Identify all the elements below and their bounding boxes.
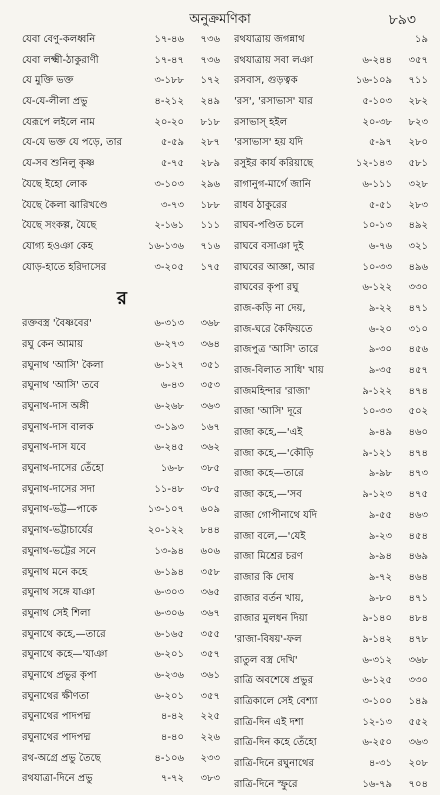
entry-text: রাঘবে বসাঞা দুই bbox=[234, 240, 304, 252]
index-entry bbox=[234, 361, 430, 382]
entry-text: রাধব ঠাকুরের bbox=[234, 199, 288, 211]
index-entry bbox=[234, 175, 430, 196]
entry-reference: ৬-১৬৫ bbox=[154, 628, 184, 640]
entry-reference: ৫-৯৭ bbox=[368, 137, 392, 149]
entry-reference: ৯-৫৫ bbox=[368, 509, 392, 521]
entry-reference: ২-১৬১ bbox=[154, 220, 184, 232]
entry-reference: ৩-১৯৩ bbox=[154, 421, 184, 433]
index-entry bbox=[22, 237, 222, 258]
index-entry bbox=[234, 51, 430, 72]
index-entry bbox=[22, 749, 222, 770]
entry-page: ৭১৬ bbox=[200, 240, 220, 252]
entry-page: ২৩৩ bbox=[200, 752, 220, 764]
entry-page: ১৭৫ bbox=[200, 261, 220, 273]
index-entry bbox=[234, 609, 430, 630]
entry-reference: ১৭-৪৭ bbox=[154, 54, 184, 66]
entry-reference: ৬-২০১ bbox=[154, 649, 184, 661]
entry-text: যোগ্য হওঞা কেহ bbox=[22, 240, 93, 252]
entry-reference: ৫-৫৯ bbox=[160, 137, 184, 149]
entry-reference: ১৬-৮ bbox=[160, 463, 184, 475]
index-entry bbox=[234, 320, 430, 341]
entry-reference: ৬-২০১ bbox=[154, 690, 184, 702]
index-entry bbox=[22, 113, 222, 134]
entry-reference: ২০-১২২ bbox=[147, 525, 184, 537]
entry-page: ৪৭৮ bbox=[408, 633, 428, 645]
index-entry bbox=[234, 630, 430, 651]
index-entry bbox=[22, 583, 222, 604]
entry-reference: ৯-১৪০ bbox=[362, 613, 392, 625]
entry-text: রাগানুগ-মার্গে জানি bbox=[234, 178, 311, 190]
entry-text: রঘুনাথ-ভট্টের সনে bbox=[22, 545, 96, 557]
entry-page: ৪৬৪ bbox=[408, 571, 428, 583]
index-entry bbox=[234, 402, 430, 423]
index-entry bbox=[22, 563, 222, 584]
entry-page: ৩৬৩ bbox=[408, 737, 428, 749]
entry-text: রাজা কহে,—'কৌড়ি bbox=[234, 447, 314, 459]
entry-page: ২৪৯ bbox=[200, 96, 220, 108]
index-entry bbox=[22, 707, 222, 728]
index-entry bbox=[22, 30, 222, 51]
entry-text: রঘুনাথ 'আসি' তবে bbox=[22, 380, 100, 392]
entry-page: ৪৫৭ bbox=[408, 365, 428, 376]
entry-reference: ৬-৭৬ bbox=[368, 240, 392, 252]
entry-reference: ৩-১৮৮ bbox=[154, 75, 184, 87]
entry-page: ৩৮৩ bbox=[200, 773, 220, 785]
index-entry bbox=[22, 604, 222, 625]
entry-page: ১৪৯ bbox=[408, 696, 428, 707]
index-entry bbox=[234, 444, 430, 465]
entry-reference: ৯-১২১ bbox=[362, 447, 392, 459]
entry-text: 'রস', 'রসাভাস' যার bbox=[234, 96, 313, 108]
entry-text: রঘুনাথের পাদপদ্ম bbox=[22, 732, 91, 743]
entry-text: রাজপুত্র 'আসি' তারে bbox=[234, 344, 319, 356]
index-entry bbox=[234, 733, 430, 754]
index-entry bbox=[22, 376, 222, 397]
entry-reference: ৬-২৬৮ bbox=[154, 401, 184, 412]
entry-text: রঘুনাথ-দাসের তেঁহো bbox=[22, 463, 104, 475]
entry-reference: ৬-৪৩ bbox=[160, 380, 184, 392]
entry-text: রাজা গোপীনাথে যদি bbox=[234, 509, 318, 521]
entry-text: রক্তবস্ত্র 'বৈষ্ণবের' bbox=[22, 318, 92, 330]
entry-page: ৭৩৬ bbox=[200, 34, 220, 45]
entry-text: রঘুনাথ-ভট্টাচার্যের bbox=[22, 525, 93, 537]
entry-text: রঘুনাথ সেই শিলা bbox=[22, 607, 91, 619]
index-entry bbox=[22, 196, 222, 217]
entry-page: ৩২৮ bbox=[408, 178, 428, 190]
index-entry bbox=[22, 625, 222, 646]
entry-reference: ৬-১২২ bbox=[362, 282, 392, 294]
index-entry bbox=[234, 133, 430, 154]
index-entry bbox=[22, 71, 222, 92]
index-entry bbox=[234, 506, 430, 527]
entry-reference: ৩-১০০ bbox=[362, 696, 392, 707]
entry-page: ২০৮ bbox=[408, 758, 428, 770]
entry-reference: ৩-২০৫ bbox=[154, 261, 184, 273]
entry-text: রাত্রি অবশেষে প্রভুর bbox=[234, 675, 314, 687]
entry-reference: ৫-৫১ bbox=[368, 199, 392, 211]
entry-reference: ৫-১০৩ bbox=[362, 96, 392, 108]
index-entry bbox=[22, 645, 222, 666]
entry-text: রাজা কহে,—'এই bbox=[234, 427, 303, 439]
entry-reference: ৬-১২৭ bbox=[154, 359, 184, 371]
entry-text: রাতুল বস্ত্র দেখি' bbox=[234, 654, 298, 666]
entry-text: রাজা বলে,—'যেই bbox=[234, 530, 306, 542]
entry-text: রসাভাস্ হইল bbox=[234, 116, 288, 128]
index-entry bbox=[234, 216, 430, 237]
index-entry bbox=[234, 154, 430, 175]
entry-page: ৪৮৪ bbox=[408, 613, 428, 625]
entry-page: ৪৬৯ bbox=[408, 551, 428, 563]
entry-page: ৮১৮ bbox=[200, 116, 220, 128]
entry-page: ৬০৬ bbox=[200, 545, 220, 557]
entry-reference: ৪-৪০ bbox=[160, 732, 184, 743]
entry-text: যেবা বেণু-কলধ্বনি bbox=[22, 34, 96, 45]
entry-text: রঘুনাথ-দাসের সদা bbox=[22, 483, 95, 495]
entry-text: রঘুনাথে প্রভুর কৃপা bbox=[22, 669, 97, 681]
entry-reference: ১১-৪৮ bbox=[154, 483, 184, 495]
index-entry bbox=[234, 547, 430, 568]
entry-text: রাজমহিন্দার 'রাজা' bbox=[234, 385, 311, 397]
entry-page: ২২৫ bbox=[200, 711, 220, 723]
page-title: অনুক্রমণিকা bbox=[189, 12, 251, 27]
entry-text: রাঘবের আজ্ঞা, আর bbox=[234, 261, 315, 273]
entry-page: ১৭২ bbox=[200, 75, 220, 87]
entry-page: ২৮৯ bbox=[200, 158, 220, 170]
entry-reference: ৬-২৫০ bbox=[362, 737, 392, 749]
entry-reference: ৬-২৭৩ bbox=[154, 338, 184, 350]
index-entry bbox=[22, 769, 222, 790]
entry-page: ৩৬৮ bbox=[200, 318, 220, 330]
entry-page: ৪৬৩ bbox=[408, 509, 428, 521]
entry-page: ৭০৪ bbox=[408, 778, 428, 790]
entry-page: ৪৫৬ bbox=[408, 344, 428, 356]
entry-text: রথ-অগ্রে প্রভু তৈছে bbox=[22, 752, 101, 764]
entry-text: যৈছে সংকল্প, যৈছে bbox=[22, 220, 97, 232]
entry-page: ৪৭১ bbox=[408, 592, 428, 604]
index-entry bbox=[234, 423, 430, 444]
index-entry bbox=[234, 527, 430, 548]
index-entry bbox=[234, 196, 430, 217]
entry-text: রসবাস, গুড়ত্বক bbox=[234, 75, 298, 87]
entry-page: ৩৬৫ bbox=[200, 587, 220, 599]
entry-reference: ৬-১১১ bbox=[362, 178, 392, 190]
entry-page: ৪৭১ bbox=[408, 302, 428, 314]
entry-reference: ৪-১০৬ bbox=[154, 752, 184, 764]
entry-text: রথযাত্রা-দিনে প্রভু bbox=[22, 773, 93, 785]
entry-reference: ১৬-৭৯ bbox=[362, 778, 392, 790]
index-entry bbox=[22, 542, 222, 563]
index-entry bbox=[22, 397, 222, 418]
entry-reference: ৫-৭৫ bbox=[160, 158, 184, 170]
entry-text: রঘুনাথ-দাস যবে bbox=[22, 442, 86, 454]
entry-reference: ১৩-৯৪ bbox=[154, 545, 184, 557]
index-list-bottom bbox=[22, 314, 222, 790]
entry-reference: ৯-১২৩ bbox=[362, 489, 392, 501]
entry-page: ৩৬৪ bbox=[200, 338, 220, 350]
index-entry bbox=[234, 382, 430, 403]
index-entry bbox=[22, 521, 222, 542]
entry-page: ২২৬ bbox=[200, 732, 220, 743]
entry-page: ৩৮৫ bbox=[200, 483, 220, 495]
entry-text: রাত্রিকালে সেই বেশ্যা bbox=[234, 696, 318, 707]
entry-reference: ৬-২০ bbox=[368, 323, 392, 335]
entry-page: ৪৭৪ bbox=[408, 385, 428, 397]
entry-text: রঘু কেন আমায় bbox=[22, 338, 84, 350]
entry-text: রাত্রি-দিনে রঘুনাথের bbox=[234, 758, 315, 770]
entry-page: ১৮৮ bbox=[200, 199, 220, 211]
entry-text: যৈছে কৈলা ঝারিখণ্ডে bbox=[22, 199, 108, 211]
entry-reference: ৬-২৩৬ bbox=[154, 669, 184, 681]
right-column bbox=[234, 30, 430, 795]
entry-text: 'রসাভাস' হয় যদি bbox=[234, 137, 303, 149]
entry-text: রাজা 'আসি' দূরে bbox=[234, 406, 303, 418]
entry-reference: ৯-১৪২ bbox=[362, 633, 392, 645]
entry-reference: ৯-২৩ bbox=[368, 530, 392, 542]
index-entry bbox=[22, 51, 222, 72]
entry-reference: ১০-১৩ bbox=[362, 220, 392, 232]
entry-text: রঘুনাথ-দাস অঙ্গী bbox=[22, 401, 89, 412]
entry-reference: ৬-৩০৬ bbox=[154, 607, 184, 619]
index-entry bbox=[22, 438, 222, 459]
entry-text: রাজা মিশ্রের চরণ bbox=[234, 551, 303, 563]
index-entry bbox=[22, 335, 222, 356]
entry-page: ৫৫২ bbox=[408, 716, 428, 728]
index-entry bbox=[234, 775, 430, 795]
entry-reference: ৯-২২ bbox=[368, 302, 392, 314]
section-letter: র bbox=[117, 288, 127, 310]
index-entry bbox=[22, 418, 222, 439]
index-entry bbox=[234, 30, 430, 51]
entry-text: রথযাত্রায় সবা লঞা bbox=[234, 54, 314, 66]
index-entry bbox=[22, 666, 222, 687]
index-entry bbox=[22, 258, 222, 279]
entry-text: রঘুনাথ-দাস বালক bbox=[22, 421, 94, 433]
entry-page: ৩৫৭ bbox=[200, 690, 220, 702]
entry-page: ৩৫৮ bbox=[200, 566, 220, 578]
entry-text: যোড়-হাতে হরিদাসের bbox=[22, 261, 107, 273]
entry-page: ৩৬২ bbox=[200, 442, 220, 454]
entry-text: রসুইর কার্য করিয়াছে bbox=[234, 158, 314, 170]
index-entry bbox=[234, 258, 430, 279]
index-entry bbox=[234, 692, 430, 713]
index-entry bbox=[22, 314, 222, 335]
entry-text: রাজার কি দোষ bbox=[234, 571, 294, 583]
entry-page: ১১১ bbox=[200, 220, 220, 232]
index-entry bbox=[22, 728, 222, 749]
entry-page: ৫০২ bbox=[408, 406, 428, 418]
entry-page: ৩৩০ bbox=[408, 675, 428, 687]
entry-page: ৪৫৪ bbox=[408, 530, 428, 542]
entry-page: ৪৭৩ bbox=[408, 468, 428, 480]
entry-page: ১৯ bbox=[415, 34, 428, 45]
entry-page: ৩৫৫ bbox=[200, 628, 220, 640]
entry-page: ৪৭৫ bbox=[408, 489, 428, 501]
entry-text: রাজার বর্তন খায়, bbox=[234, 592, 304, 604]
index-entry bbox=[234, 237, 430, 258]
entry-text: রাত্রি-দিন কহে তেঁহো bbox=[234, 737, 317, 749]
entry-reference: ৯-৮০ bbox=[368, 592, 392, 604]
entry-page: ৩৫১ bbox=[200, 359, 220, 371]
index-entry bbox=[234, 754, 430, 775]
entry-reference: ১০-৩৩ bbox=[362, 406, 392, 418]
index-entry bbox=[234, 92, 430, 113]
entry-reference: ৬-২৪৪ bbox=[362, 54, 392, 66]
entry-reference: ৯-৯৪ bbox=[368, 551, 392, 563]
index-entry bbox=[234, 340, 430, 361]
left-column bbox=[22, 30, 222, 790]
entry-page: ২৮২ bbox=[408, 96, 428, 108]
entry-reference: ৯-৭২ bbox=[368, 571, 392, 583]
entry-page: ২৯৬ bbox=[200, 178, 220, 190]
entry-text: রঘুনাথে কহে—'যাঞা bbox=[22, 649, 108, 661]
index-entry bbox=[234, 713, 430, 734]
entry-page: ৩৬৭ bbox=[200, 607, 220, 619]
entry-text: রথযাত্রায় জগন্নাথ bbox=[234, 34, 305, 45]
index-entry bbox=[22, 500, 222, 521]
entry-reference: ১৩-১০৭ bbox=[147, 504, 184, 516]
index-entry bbox=[234, 71, 430, 92]
entry-page: ৫৮১ bbox=[408, 158, 428, 170]
page-number: ৮৯৩ bbox=[388, 12, 416, 28]
entry-page: ২৮০ bbox=[408, 137, 428, 149]
entry-text: রঘুনাথের পাদপদ্ম bbox=[22, 711, 91, 723]
entry-reference: ৬-১৯৪ bbox=[154, 566, 184, 578]
entry-text: রাজ-ঘরে কৈফিয়তে bbox=[234, 323, 313, 335]
entry-reference: ৩-১০৩ bbox=[154, 178, 184, 190]
entry-reference: ৯-৩০ bbox=[368, 344, 392, 356]
entry-page: ৪৯৬ bbox=[408, 261, 428, 273]
entry-text: রঘুনাথ সঙ্গে যাঞা bbox=[22, 587, 95, 599]
entry-page: ১৬৭ bbox=[200, 421, 220, 433]
entry-page: ২৮৭ bbox=[200, 137, 220, 149]
entry-reference: ৯-৪৯ bbox=[368, 427, 392, 439]
index-entry bbox=[234, 589, 430, 610]
entry-text: রাত্রি-দিন এই দশা bbox=[234, 716, 304, 728]
entry-reference: ১৬-১০৯ bbox=[355, 75, 392, 87]
index-entry bbox=[22, 459, 222, 480]
entry-reference: ৭-৭২ bbox=[160, 773, 184, 785]
index-entry bbox=[22, 92, 222, 113]
entry-text: রঘুনাথে কহে,—তারে bbox=[22, 628, 106, 640]
entry-text: যে-যে ভক্ত যে পড়ে, তার bbox=[22, 137, 122, 149]
index-entry bbox=[234, 278, 430, 299]
entry-reference: ১৬-১৩৬ bbox=[147, 240, 184, 252]
index-entry bbox=[234, 464, 430, 485]
entry-reference: ৪-৩১ bbox=[368, 758, 392, 770]
entry-page: ৪৯২ bbox=[408, 220, 428, 232]
entry-reference: ১২-১৩ bbox=[362, 716, 392, 728]
index-entry bbox=[234, 113, 430, 134]
index-entry bbox=[234, 299, 430, 320]
entry-page: ৩৬৮ bbox=[408, 654, 428, 666]
entry-text: যেবা লক্ষ্মী-ঠাকুরাণী bbox=[22, 54, 99, 66]
entry-page: ৩৬৩ bbox=[200, 401, 220, 412]
index-entry bbox=[22, 175, 222, 196]
entry-reference: ১০-৩৩ bbox=[362, 261, 392, 273]
entry-reference: ১২-১৪৩ bbox=[355, 158, 392, 170]
entry-page: ৩৫৩ bbox=[200, 380, 220, 392]
entry-page: ৩৮৫ bbox=[200, 463, 220, 475]
entry-text: যে-সব শুনিলু কৃষ্ণ bbox=[22, 158, 95, 170]
entry-text: রাজার মুলধন দিয়া bbox=[234, 613, 308, 625]
entry-text: 'রাজা-বিষয়'-ফল bbox=[234, 633, 302, 645]
entry-text: রঘুনাথ 'আসি' কৈলা bbox=[22, 359, 104, 371]
index-entry bbox=[22, 216, 222, 237]
index-entry bbox=[22, 356, 222, 377]
entry-reference: ৪-৪২ bbox=[160, 711, 184, 723]
entry-text: যেরূপে লইলে নাম bbox=[22, 116, 95, 128]
entry-reference: ৯-৩৫ bbox=[368, 365, 392, 376]
entry-reference: ১৭-৪৬ bbox=[154, 34, 184, 45]
entry-text: রাত্রি-দিনে স্ফুরে bbox=[234, 778, 298, 790]
entry-text: রাঘব-পণ্ডিত চলে bbox=[234, 220, 304, 232]
entry-reference: ৯-৯৮ bbox=[368, 468, 392, 480]
entry-text: রাজ-বিলাত সাধি' খায় bbox=[234, 365, 324, 376]
index-list-right bbox=[234, 30, 430, 795]
entry-reference: ৬-৩১২ bbox=[362, 654, 392, 666]
entry-page: ২৮৩ bbox=[408, 199, 428, 211]
entry-text: রাজ-কড়ি না দেয়, bbox=[234, 302, 306, 314]
index-entry bbox=[234, 671, 430, 692]
entry-text: যে মুক্তি ভক্ত bbox=[22, 75, 74, 87]
entry-page: ৩১০ bbox=[408, 323, 428, 335]
entry-reference: ৬-১২৫ bbox=[362, 675, 392, 687]
index-entry bbox=[22, 687, 222, 708]
entry-text: রাঘবের কৃপা রঘু bbox=[234, 282, 299, 294]
entry-page: ৩৩০ bbox=[408, 282, 428, 294]
index-list-top bbox=[22, 30, 222, 278]
entry-text: যৈছে ইহো লোক bbox=[22, 178, 88, 190]
entry-page: ৩৫৭ bbox=[200, 649, 220, 661]
entry-page: ৬০৯ bbox=[200, 504, 220, 516]
entry-text: রঘুনাথ-ভট্ট—পাকে bbox=[22, 504, 98, 516]
page-header bbox=[20, 8, 420, 30]
entry-page: ৭১১ bbox=[408, 75, 428, 87]
entry-reference: ২০-৩৮ bbox=[362, 116, 392, 128]
entry-reference: ৩-৭৩ bbox=[160, 199, 184, 211]
index-entry bbox=[22, 133, 222, 154]
entry-reference: ৬-৩০৩ bbox=[154, 587, 184, 599]
entry-text: রঘুনাথ মনে কহে bbox=[22, 566, 88, 578]
entry-reference: ৬-২৪৫ bbox=[154, 442, 184, 454]
entry-text: যে-যে-লীলা প্রভু bbox=[22, 96, 88, 108]
entry-text: রাজা কহে—তারে bbox=[234, 468, 304, 480]
entry-page: ৩৫৭ bbox=[408, 54, 428, 66]
entry-page: ৪৬০ bbox=[408, 427, 428, 439]
entry-page: ৮৪৪ bbox=[200, 525, 220, 537]
entry-reference: ৬-৩১৩ bbox=[154, 318, 184, 330]
entry-reference: ৯-১২২ bbox=[362, 385, 392, 397]
entry-reference: ৪-২১২ bbox=[154, 96, 184, 108]
index-entry bbox=[234, 568, 430, 589]
entry-page: ৮২৩ bbox=[408, 116, 428, 128]
entry-text: রঘুনাথের ক্ষীণতা bbox=[22, 690, 90, 702]
entry-page: ৪৭৪ bbox=[408, 447, 428, 459]
entry-page: ৩২১ bbox=[408, 240, 428, 252]
index-entry bbox=[234, 485, 430, 506]
index-entry bbox=[22, 154, 222, 175]
index-entry bbox=[234, 651, 430, 672]
entry-text: রাজা কহে,—'সব bbox=[234, 489, 302, 501]
entry-reference: ২০-২০ bbox=[154, 116, 184, 128]
entry-page: ৭৩৬ bbox=[200, 54, 220, 66]
entry-page: ৩৬১ bbox=[200, 669, 220, 681]
index-entry bbox=[22, 480, 222, 501]
